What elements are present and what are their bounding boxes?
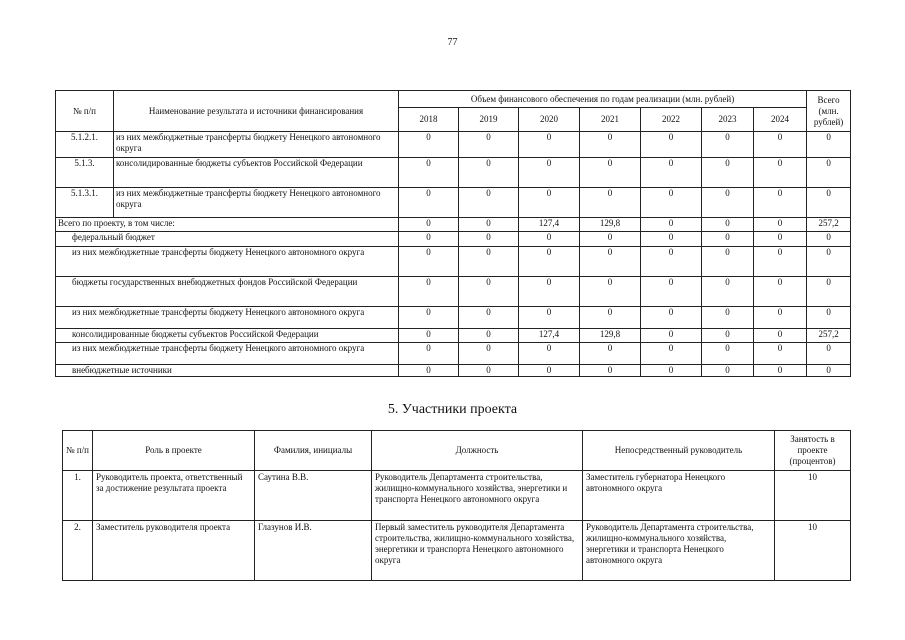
fin-value-cell: 0 [519, 232, 580, 247]
fin-value-cell: 0 [399, 307, 459, 329]
participant-num: 1. [63, 471, 93, 521]
fin-total-cell: 0 [807, 247, 851, 277]
fin-value-cell: 0 [641, 247, 702, 277]
fin-value-cell: 0 [641, 188, 702, 218]
fin-row-name: федеральный бюджет [56, 232, 399, 247]
year-header: 2019 [459, 108, 519, 132]
participant-name: Саутина В.В. [255, 471, 372, 521]
part-header-position: Должность [372, 431, 583, 471]
fin-header-total: Всего (млн. рублей) [807, 91, 851, 132]
participant-supervisor: Заместитель губернатора Ненецкого автономного округа [583, 471, 775, 521]
fin-value-cell: 129,8 [580, 218, 641, 232]
fin-value-cell: 0 [459, 132, 519, 158]
page-number: 77 [447, 37, 458, 48]
fin-row [56, 277, 851, 307]
fin-value-cell: 0 [641, 307, 702, 329]
fin-value-cell: 0 [459, 188, 519, 218]
year-header: 2022 [641, 108, 702, 132]
fin-total-cell: 0 [807, 365, 851, 377]
fin-row [56, 188, 851, 218]
fin-value-cell: 0 [399, 365, 459, 377]
fin-total-cell: 0 [807, 277, 851, 307]
fin-row-name: из них межбюджетные трансферты бюджету Ненецкого автономного округа [56, 343, 399, 365]
fin-value-cell: 0 [459, 343, 519, 365]
fin-value-cell: 0 [459, 277, 519, 307]
fin-value-cell: 0 [519, 307, 580, 329]
fin-value-cell: 0 [399, 247, 459, 277]
financing-table [55, 90, 851, 377]
fin-value-cell: 127,4 [519, 329, 580, 343]
fin-value-cell: 0 [641, 132, 702, 158]
fin-value-cell: 0 [702, 365, 754, 377]
fin-value-cell: 0 [754, 132, 807, 158]
year-header: 2023 [702, 108, 754, 132]
fin-total-cell: 0 [807, 232, 851, 247]
fin-value-cell: 0 [459, 158, 519, 188]
fin-value-cell: 0 [580, 277, 641, 307]
fin-value-cell: 0 [641, 329, 702, 343]
participant-supervisor: Руководитель Департамента строительства, жилищно-коммунального хозяйства, энергетики и транспорта Ненецкого автономного округа [583, 521, 775, 581]
fin-value-cell: 0 [519, 247, 580, 277]
participant-role: Руководитель проекта, ответственный за достижение результата проекта [93, 471, 255, 521]
participant-position: Руководитель Департамента строительства, жилищно-коммунального хозяйства, энергетики и транспорта Ненецкого автономного округа [372, 471, 583, 521]
participant-row [63, 471, 851, 521]
fin-header-volume: Объем финансового обеспечения по годам реализации (млн. рублей) [399, 91, 807, 108]
fin-row-name: внебюджетные источники [56, 365, 399, 377]
participant-name: Глазунов И.В. [255, 521, 372, 581]
fin-row-num: 5.1.3. [56, 158, 114, 188]
fin-value-cell: 0 [702, 218, 754, 232]
participant-num: 2. [63, 521, 93, 581]
fin-row [56, 132, 851, 158]
fin-value-cell: 0 [519, 343, 580, 365]
fin-value-cell: 0 [754, 277, 807, 307]
participant-load: 10 [775, 471, 851, 521]
fin-value-cell: 0 [702, 188, 754, 218]
fin-value-cell: 0 [641, 365, 702, 377]
fin-value-cell: 0 [580, 343, 641, 365]
fin-value-cell: 0 [399, 188, 459, 218]
part-header-load: Занятость в проекте (процентов) [775, 431, 851, 471]
fin-value-cell: 0 [702, 307, 754, 329]
fin-row-num: 5.1.3.1. [56, 188, 114, 218]
fin-value-cell: 0 [702, 158, 754, 188]
fin-row [56, 218, 851, 232]
fin-value-cell: 0 [580, 365, 641, 377]
participant-row [63, 521, 851, 581]
fin-value-cell: 0 [754, 329, 807, 343]
fin-value-cell: 127,4 [519, 218, 580, 232]
fin-value-cell: 129,8 [580, 329, 641, 343]
fin-value-cell: 0 [399, 132, 459, 158]
part-header-supervisor: Непосредственный руководитель [583, 431, 775, 471]
fin-value-cell: 0 [754, 365, 807, 377]
fin-value-cell: 0 [519, 132, 580, 158]
fin-value-cell: 0 [754, 307, 807, 329]
fin-value-cell: 0 [702, 329, 754, 343]
fin-value-cell: 0 [519, 365, 580, 377]
fin-value-cell: 0 [641, 232, 702, 247]
fin-value-cell: 0 [754, 188, 807, 218]
fin-value-cell: 0 [399, 218, 459, 232]
part-header-role: Роль в проекте [93, 431, 255, 471]
fin-row-name: консолидированные бюджеты субъектов Российской Федерации [114, 158, 399, 188]
fin-row [56, 329, 851, 343]
fin-value-cell: 0 [459, 247, 519, 277]
fin-value-cell: 0 [399, 277, 459, 307]
part-header-num: № п/п [63, 431, 93, 471]
fin-row [56, 247, 851, 277]
fin-header-name: Наименование результата и источники финансирования [114, 91, 399, 132]
fin-header-num: № п/п [56, 91, 114, 132]
fin-value-cell: 0 [580, 247, 641, 277]
fin-row [56, 343, 851, 365]
fin-total-cell: 257,2 [807, 329, 851, 343]
fin-row-name: бюджеты государственных внебюджетных фондов Российской Федерации [56, 277, 399, 307]
participants-title: 5. Участники проекта [387, 402, 518, 417]
fin-value-cell: 0 [702, 232, 754, 247]
fin-row-name: из них межбюджетные трансферты бюджету Ненецкого автономного округа [56, 307, 399, 329]
fin-row-name: консолидированные бюджеты субъектов Российской Федерации [56, 329, 399, 343]
fin-value-cell: 0 [754, 247, 807, 277]
fin-row-name: из них межбюджетные трансферты бюджету Ненецкого автономного округа [114, 188, 399, 218]
fin-total-cell: 0 [807, 307, 851, 329]
fin-value-cell: 0 [580, 132, 641, 158]
fin-value-cell: 0 [459, 307, 519, 329]
year-header: 2024 [754, 108, 807, 132]
fin-row [56, 232, 851, 247]
fin-row [56, 365, 851, 377]
fin-value-cell: 0 [754, 232, 807, 247]
fin-value-cell: 0 [459, 232, 519, 247]
fin-value-cell: 0 [702, 277, 754, 307]
fin-value-cell: 0 [754, 343, 807, 365]
fin-value-cell: 0 [580, 158, 641, 188]
fin-total-cell: 0 [807, 188, 851, 218]
part-header-name: Фамилия, инициалы [255, 431, 372, 471]
fin-value-cell: 0 [580, 188, 641, 218]
participant-role: Заместитель руководителя проекта [93, 521, 255, 581]
fin-total-cell: 0 [807, 343, 851, 365]
fin-value-cell: 0 [754, 158, 807, 188]
fin-value-cell: 0 [459, 365, 519, 377]
year-header: 2021 [580, 108, 641, 132]
participant-position: Первый заместитель руководителя Департамента строительства, жилищно-коммунального хозяйства, энергетики и транспорта Ненецкого автономного округа [372, 521, 583, 581]
fin-total-cell: 0 [807, 132, 851, 158]
fin-total-cell: 0 [807, 158, 851, 188]
fin-value-cell: 0 [702, 132, 754, 158]
participants-table [62, 430, 851, 581]
fin-value-cell: 0 [754, 218, 807, 232]
fin-value-cell: 0 [519, 188, 580, 218]
fin-value-cell: 0 [641, 218, 702, 232]
fin-value-cell: 0 [519, 158, 580, 188]
fin-row-name: Всего по проекту, в том числе: [56, 218, 399, 232]
fin-value-cell: 0 [459, 329, 519, 343]
fin-value-cell: 0 [399, 343, 459, 365]
fin-row-name: из них межбюджетные трансферты бюджету Ненецкого автономного округа [114, 132, 399, 158]
fin-row-name: из них межбюджетные трансферты бюджету Ненецкого автономного округа [56, 247, 399, 277]
fin-value-cell: 0 [519, 277, 580, 307]
year-header: 2020 [519, 108, 580, 132]
fin-value-cell: 0 [580, 232, 641, 247]
fin-value-cell: 0 [641, 343, 702, 365]
fin-row [56, 158, 851, 188]
fin-value-cell: 0 [399, 232, 459, 247]
fin-value-cell: 0 [702, 247, 754, 277]
fin-total-cell: 257,2 [807, 218, 851, 232]
fin-value-cell: 0 [399, 158, 459, 188]
fin-value-cell: 0 [702, 343, 754, 365]
fin-value-cell: 0 [641, 158, 702, 188]
fin-row-num: 5.1.2.1. [56, 132, 114, 158]
fin-value-cell: 0 [399, 329, 459, 343]
fin-row [56, 307, 851, 329]
fin-value-cell: 0 [641, 277, 702, 307]
fin-value-cell: 0 [459, 218, 519, 232]
participant-load: 10 [775, 521, 851, 581]
fin-value-cell: 0 [580, 307, 641, 329]
year-header: 2018 [399, 108, 459, 132]
